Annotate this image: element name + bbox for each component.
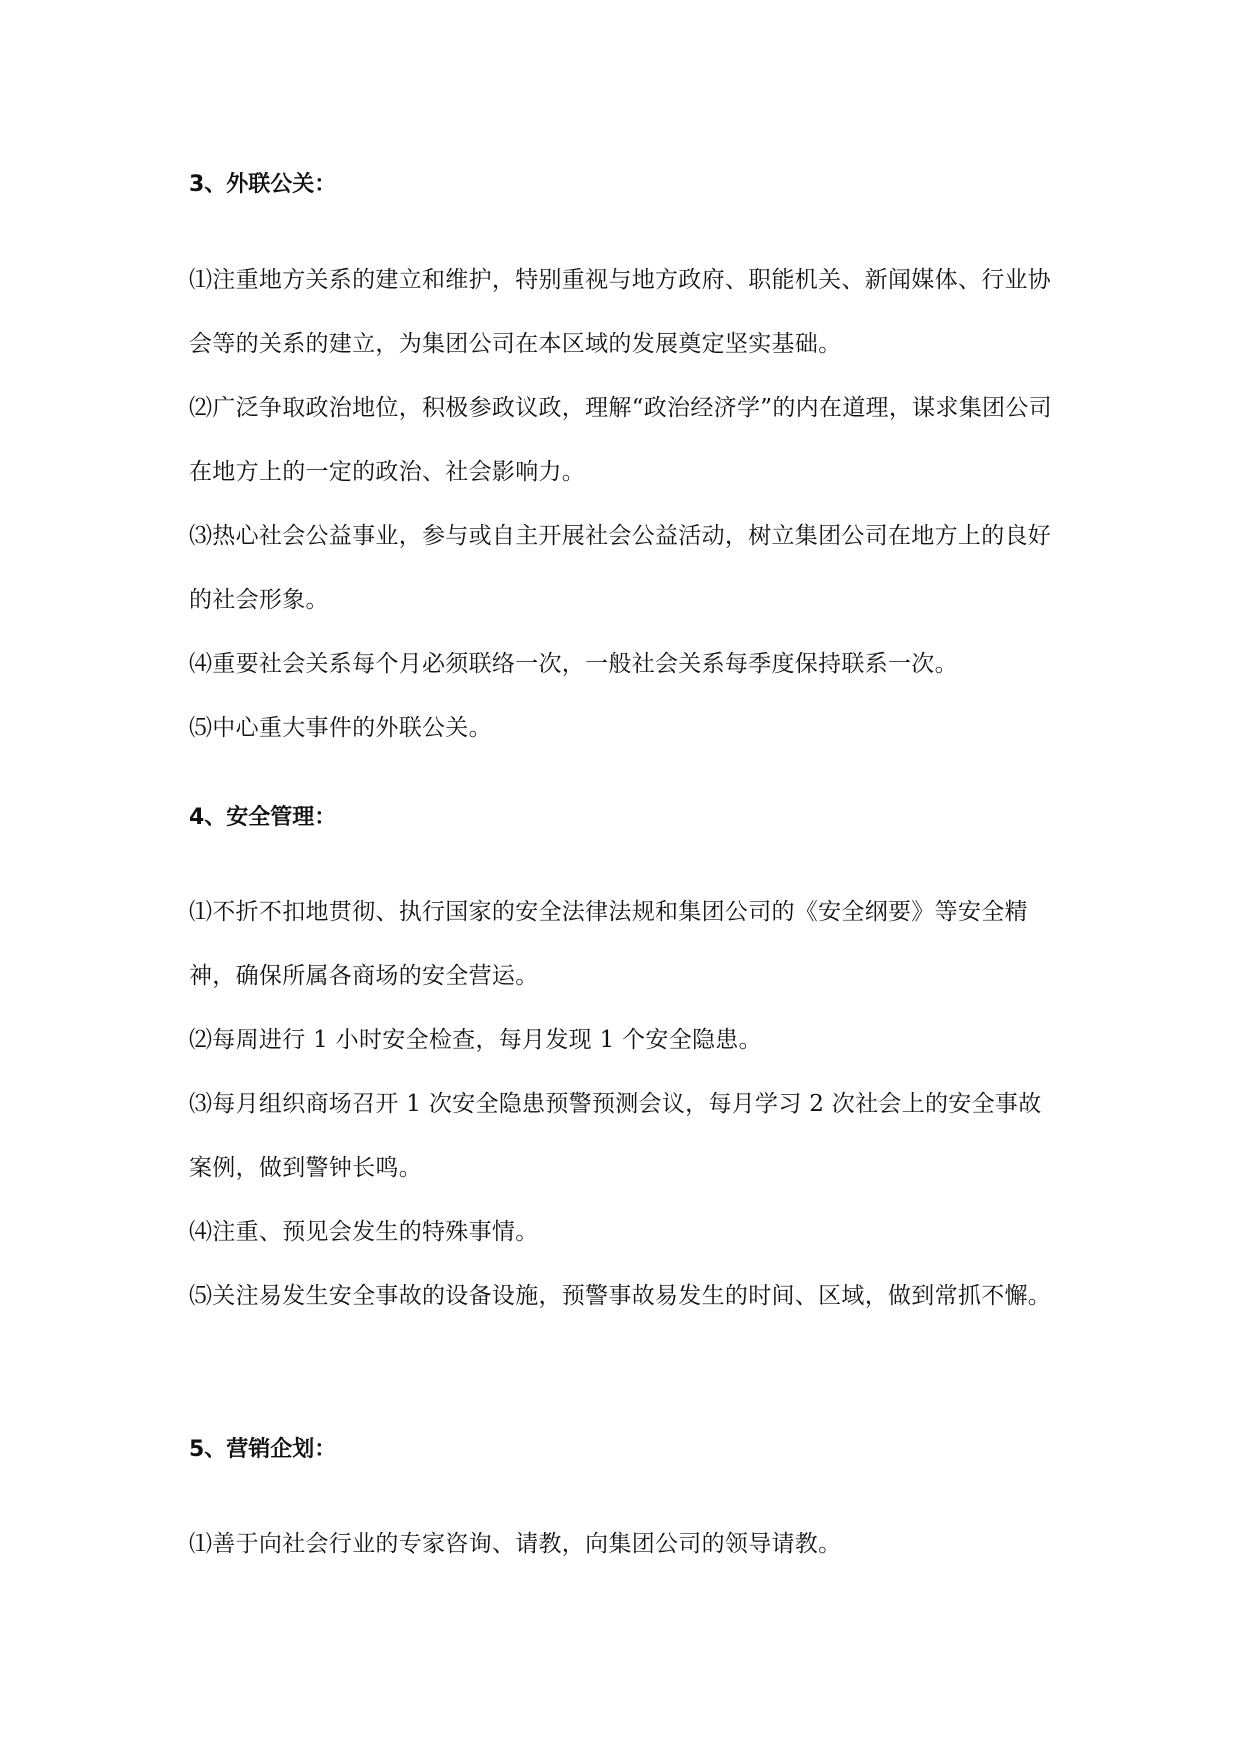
section-heading: 3、外联公关： [189, 172, 337, 197]
paragraph: ⑶热心社会公益事业，参与或自主开展社会公益活动，树立集团公司在地方上的良好的社会形象。 [189, 523, 1052, 613]
paragraph: ⑴不折不扣地贯彻、执行国家的安全法律法规和集团公司的《安全纲要》等安全精神，确保所属各商场的安全营运。 [189, 899, 1028, 989]
paragraph: ⑸关注易发生安全事故的设备设施，预警事故易发生的时间、区域，做到常抓不懈。 [189, 1283, 1052, 1309]
paragraph: ⑸中心重大事件的外联公关。 [189, 715, 492, 741]
section-heading: 5、营销企划： [189, 1437, 337, 1462]
paragraph: ⑴注重地方关系的建立和维护，特别重视与地方政府、职能机关、新闻媒体、行业协会等的关系的建立，为集团公司在本区域的发展奠定坚实基础。 [189, 267, 1052, 357]
paragraph: ⑵每周进行 1 小时安全检查，每月发现 1 个安全隐患。 [189, 1027, 762, 1053]
paragraph: ⑵广泛争取政治地位，积极参政议政，理解“政治经济学”的内在道理，谋求集团公司在地方上的一定的政治、社会影响力。 [189, 395, 1052, 485]
paragraph: ⑷重要社会关系每个月必须联络一次，一般社会关系每季度保持联系一次。 [189, 651, 958, 677]
paragraph: ⑷注重、预见会发生的特殊事情。 [189, 1219, 539, 1245]
section-heading: 4、安全管理： [189, 805, 337, 830]
paragraph: ⑴善于向社会行业的专家咨询、请教，向集团公司的领导请教。 [189, 1531, 842, 1557]
paragraph: ⑶每月组织商场召开 1 次安全隐患预警预测会议，每月学习 2 次社会上的安全事故案例，做到警钟长鸣。 [189, 1091, 1042, 1181]
